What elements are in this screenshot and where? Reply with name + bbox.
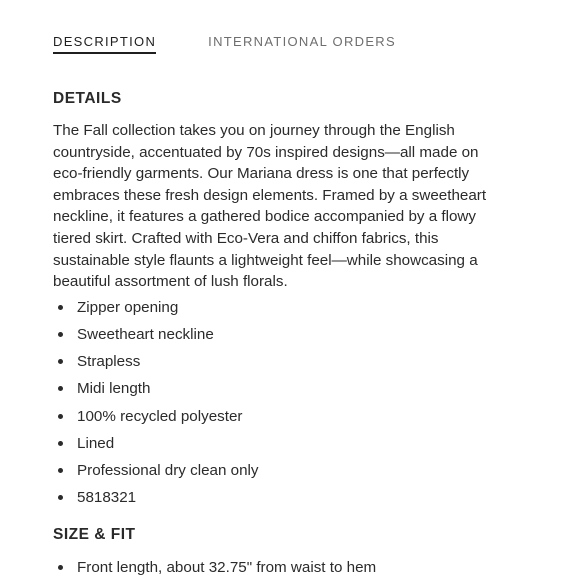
list-item bbox=[53, 321, 553, 348]
list-item-text: 100% recycled polyester bbox=[77, 407, 243, 425]
list-item-text: Lined bbox=[77, 434, 115, 452]
details-heading: DETAILS bbox=[53, 90, 122, 107]
bullet-icon bbox=[58, 414, 63, 419]
tab-description[interactable]: DESCRIPTION bbox=[53, 34, 156, 54]
bullet-icon bbox=[58, 332, 63, 337]
list-item-text: 5818321 bbox=[77, 489, 137, 507]
list-item-text: Zipper opening bbox=[77, 298, 179, 316]
bullet-icon bbox=[58, 495, 63, 500]
list-item bbox=[53, 348, 553, 375]
list-item-text: Sweetheart neckline bbox=[77, 325, 214, 343]
list-item-text: Front length, about 32.75" from waist to hem bbox=[77, 559, 377, 577]
bullet-icon bbox=[58, 386, 63, 391]
list-item bbox=[53, 457, 553, 484]
list-item-text: Professional dry clean only bbox=[77, 461, 259, 479]
details-bullet-list bbox=[53, 294, 553, 512]
list-item-text: Midi length bbox=[77, 380, 151, 398]
list-item bbox=[53, 403, 553, 430]
size-fit-heading: SIZE & FIT bbox=[53, 526, 136, 544]
list-item bbox=[53, 554, 553, 581]
description-panel bbox=[53, 90, 553, 582]
tab-international-orders[interactable]: INTERNATIONAL ORDERS bbox=[208, 34, 396, 49]
list-item bbox=[53, 294, 553, 321]
list-item bbox=[53, 375, 553, 402]
bullet-icon bbox=[58, 441, 63, 446]
details-paragraph: The Fall collection takes you on journey through the English countryside, accentuated by 70s inspired designs—all made on eco-friendly garments. Our Mariana dress is one that perfectly embraces these fresh design elements. Framed by a sweetheart neckline, it features a gathered bodice accompanied by a flowy tiered skirt. Crafted with Eco-Vera and chiffon fabrics, this sustainable style flaunts a lightweight feel—while showcasing a beautiful assortment of lush florals. bbox=[53, 122, 487, 291]
bullet-icon bbox=[58, 468, 63, 473]
bullet-icon bbox=[58, 565, 63, 570]
tab-bar bbox=[53, 34, 396, 54]
bullet-icon bbox=[58, 359, 63, 364]
bullet-icon bbox=[58, 305, 63, 310]
list-item bbox=[53, 484, 553, 511]
list-item-text: Strapless bbox=[77, 353, 141, 371]
size-fit-bullet-list bbox=[53, 554, 553, 581]
list-item bbox=[53, 430, 553, 457]
